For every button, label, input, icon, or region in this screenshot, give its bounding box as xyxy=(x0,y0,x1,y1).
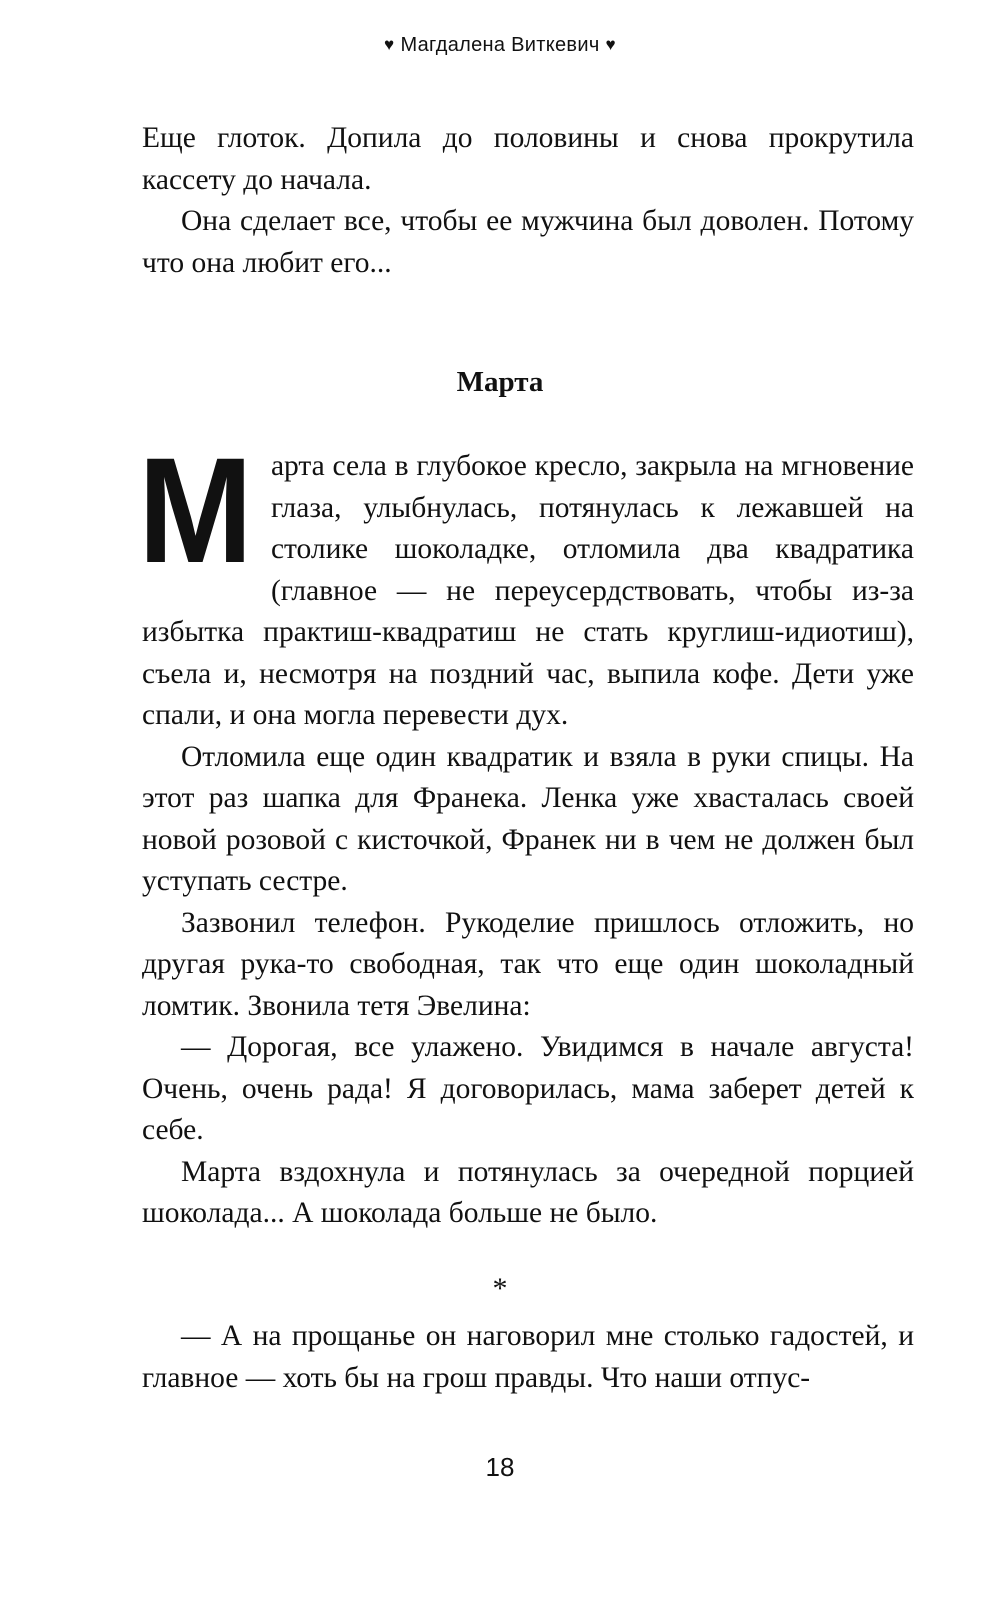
paragraph: — Дорогая, все улажено. Увидимся в начале августа! Очень, очень рада! Я договорилась, мама заберет детей к себе. xyxy=(142,1031,914,1146)
drop-cap: М xyxy=(138,426,252,594)
section-separator: * xyxy=(492,1272,508,1305)
chapter-text-block xyxy=(138,426,914,1235)
bottom-text-block xyxy=(142,1316,914,1399)
chapter-opening-paragraph xyxy=(138,426,914,737)
paragraph: — А на прощанье он наговорил мне столько гадостей, и главное — хоть бы на грош правды. Что наши отпус- xyxy=(142,1320,914,1394)
heart-icon: ♥ xyxy=(605,35,616,54)
paragraph: Марта вздохнула и потянулась за очередной порцией шоколада... А шоколада больше не было. xyxy=(142,1155,914,1229)
chapter-title: Марта xyxy=(456,366,544,398)
top-text-block xyxy=(142,118,914,284)
paragraph: Она сделает все, чтобы ее мужчина был доволен. Потому что она любит его... xyxy=(142,205,914,279)
paragraph: Отломила еще один квадратик и взяла в руки спицы. На этот раз шапка для Франека. Ленка уже хвасталась своей новой розовой с кисточкой, Франек ни в чем не должен был уступать сестре. xyxy=(142,740,914,897)
heart-icon: ♥ xyxy=(384,35,395,54)
running-head-title: Магдалена Виткевич xyxy=(400,34,600,56)
running-head xyxy=(0,34,1000,57)
paragraph: Зазвонил телефон. Рукоделие пришлось отложить, но другая рука-то свободная, так что еще один шоколадный ломтик. Звонила тетя Эвелина: xyxy=(142,906,914,1022)
opening-paragraph-text: арта села в глубокое кресло, закрыла на мгновение глаза, улыбнулась, потянулась к лежавшей на столике шоколадке, отломила два квадратика (главное — не переусердствовать, чтобы из-за избытка практиш-квадратиш не стать круглиш-идиотиш), съела и, несмотря на поздний час, выпила кофе. Дети уже спали, и она могла перевести дух. xyxy=(142,450,914,731)
paragraph: Еще глоток. Допила до половины и снова прокрутила кассету до начала. xyxy=(142,122,914,196)
page-number: 18 xyxy=(485,1452,515,1482)
